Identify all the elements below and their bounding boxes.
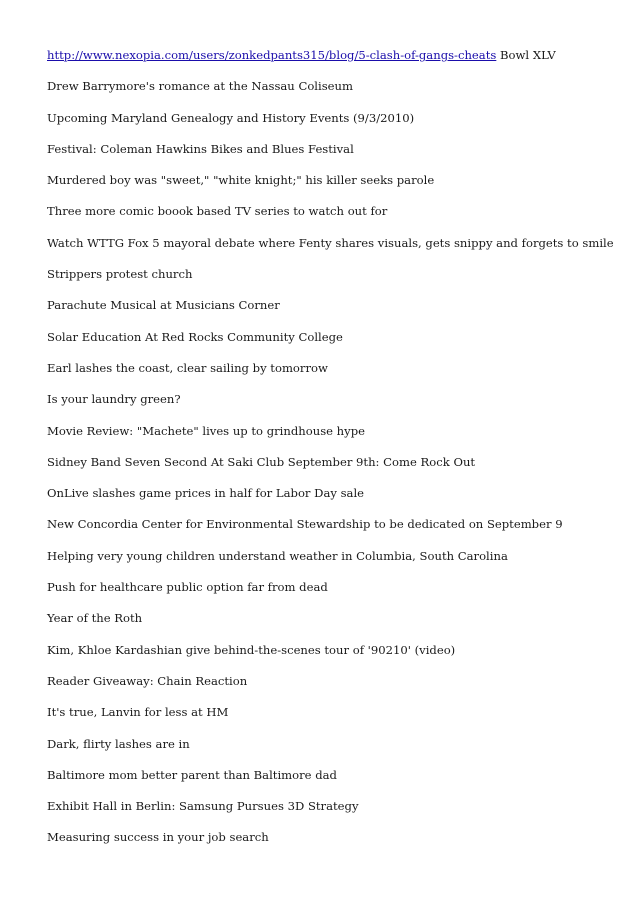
list-item: Is your laundry green? xyxy=(47,392,181,407)
list-item: Strippers protest church xyxy=(47,267,193,282)
list-item: Reader Giveaway: Chain Reaction xyxy=(47,673,248,688)
list-item: Measuring success in your job search xyxy=(47,830,269,845)
list-item: Year of the Roth xyxy=(47,611,143,626)
list-item: Drew Barrymore's romance at the Nassau Coliseum xyxy=(47,79,353,94)
list-item: New Concordia Center for Environmental Stewardship to be dedicated on September 9 xyxy=(47,517,563,532)
list-item: Movie Review: "Machete" lives up to grindhouse hype xyxy=(47,423,365,438)
list-item: Upcoming Maryland Genealogy and History Events (9/3/2010) xyxy=(47,110,415,125)
list-item: Push for healthcare public option far from dead xyxy=(47,580,328,595)
list-item xyxy=(47,47,627,78)
list-item: Parachute Musical at Musicians Corner xyxy=(47,298,280,313)
blog-link[interactable]: http://www.nexopia.com/users/zonkedpants315/blog/5-clash-of-gangs-cheats xyxy=(47,48,497,62)
list-item: OnLive slashes game prices in half for Labor Day sale xyxy=(47,486,365,501)
list-item: Exhibit Hall in Berlin: Samsung Pursues 3D Strategy xyxy=(47,799,359,814)
list-item: Festival: Coleman Hawkins Bikes and Blues Festival xyxy=(47,141,354,156)
list-item: Baltimore mom better parent than Baltimore dad xyxy=(47,767,337,782)
list-item: Solar Education At Red Rocks Community College xyxy=(47,329,343,344)
list-item: Murdered boy was "sweet," "white knight;" his killer seeks parole xyxy=(47,173,435,188)
list-item: Dark, flirty lashes are in xyxy=(47,736,190,751)
list-item: Helping very young children understand weather in Columbia, South Carolina xyxy=(47,548,508,563)
list-item-text: Bowl XLV xyxy=(496,48,556,62)
list-item: Kim, Khloe Kardashian give behind-the-scenes tour of '90210' (video) xyxy=(47,642,456,657)
list-item: Earl lashes the coast, clear sailing by tomorrow xyxy=(47,360,328,375)
headline-list xyxy=(47,47,627,861)
list-item: It's true, Lanvin for less at HM xyxy=(47,705,229,720)
list-item: Watch WTTG Fox 5 mayoral debate where Fenty shares visuals, gets snippy and forgets to smile xyxy=(47,235,614,250)
list-item: Sidney Band Seven Second At Saki Club September 9th: Come Rock Out xyxy=(47,454,476,469)
list-item: Three more comic boook based TV series to watch out for xyxy=(47,204,388,219)
